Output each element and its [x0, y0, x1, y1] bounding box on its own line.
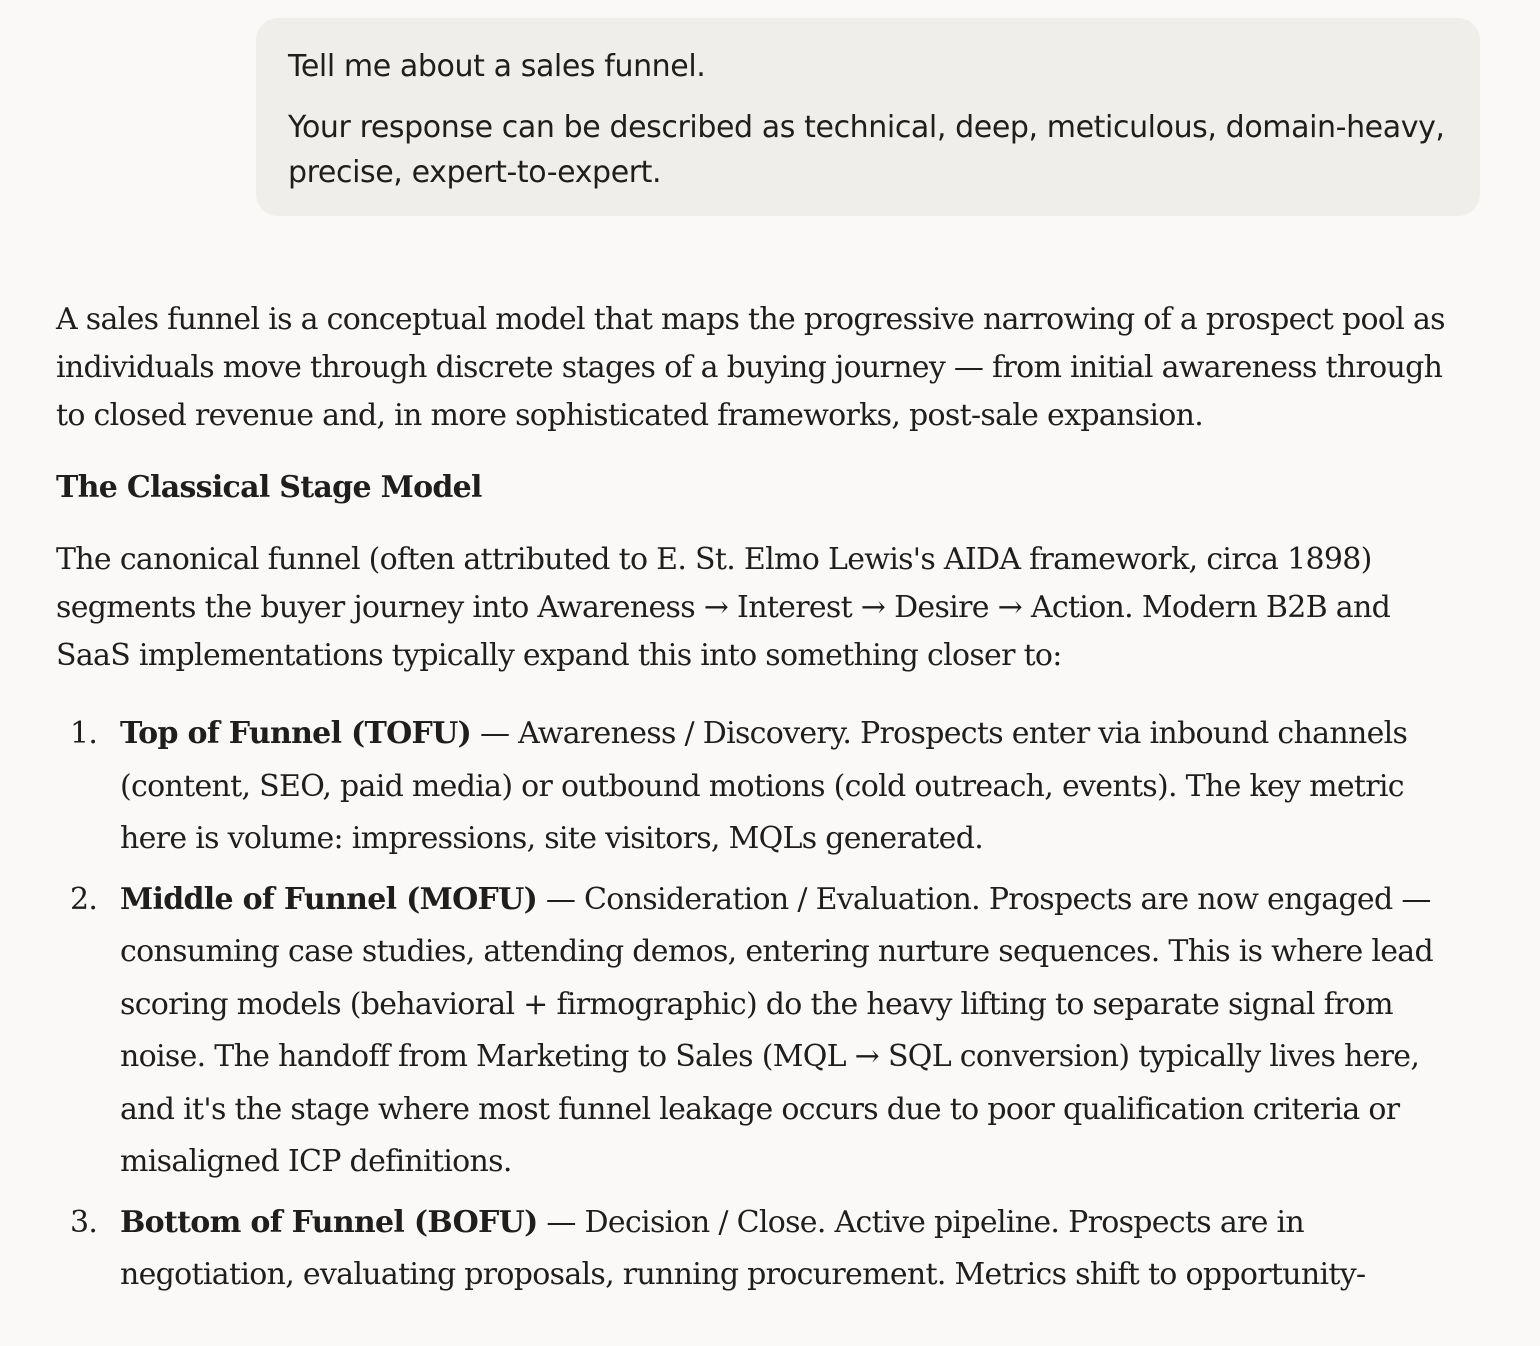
list-item-text: — Consideration / Evaluation. Prospects are now engaged — consuming case studies, attending demos, entering nurture sequences. This is where lead scoring models (behavioral + firmographic) do the heavy lifting to separate signal from noise. The handoff from Marketing to Sales (MQL → SQL conversion) typically lives here, and it's the stage where most funnel leakage occurs due to poor qualification criteria or misaligned ICP definitions.: [120, 881, 1433, 1179]
user-message-line: Your response can be described as technical, deep, meticulous, domain-heavy, precise, expert-to-expert.: [288, 110, 1445, 190]
assistant-response: [56, 296, 1456, 1310]
list-item-title: Middle of Funnel (MOFU): [120, 881, 538, 917]
response-intro-paragraph: A sales funnel is a conceptual model that maps the progressive narrowing of a prospect pool as individuals move through discrete stages of a buying journey — from initial awareness through to closed revenue and, in more sophisticated frameworks, post-sale expansion.: [56, 302, 1445, 433]
list-item-number: 1.: [70, 716, 98, 751]
user-message-bubble: [256, 18, 1480, 216]
list-item: [56, 708, 1456, 866]
section-heading: The Classical Stage Model: [56, 470, 482, 505]
user-message-line: Tell me about a sales funnel.: [288, 49, 706, 84]
list-item-number: 3.: [70, 1204, 98, 1240]
list-item-title: Bottom of Funnel (BOFU): [120, 1204, 538, 1240]
response-canonical-paragraph: The canonical funnel (often attributed to E. St. Elmo Lewis's AIDA framework, circa 1898) segments the buyer journey into Awareness → Interest → Desire → Action. Modern B2B and SaaS implementations typically expand this into something closer to:: [56, 542, 1391, 673]
funnel-stages-list: [56, 708, 1456, 1302]
list-item-number: 2.: [70, 881, 98, 917]
list-item-text: — Awareness / Discovery. Prospects enter via inbound channels (content, SEO, paid media) or outbound motions (cold outreach, events). The key metric here is volume: impressions, site visitors, MQLs generated.: [120, 716, 1408, 856]
list-item-title: Top of Funnel (TOFU): [120, 716, 472, 751]
list-item-text: — Decision / Close. Active pipeline. Prospects are in negotiation, evaluating proposals, running procurement. Metrics shift to opportunity-: [120, 1204, 1366, 1292]
list-item: [56, 1197, 1456, 1302]
list-item: [56, 874, 1456, 1189]
